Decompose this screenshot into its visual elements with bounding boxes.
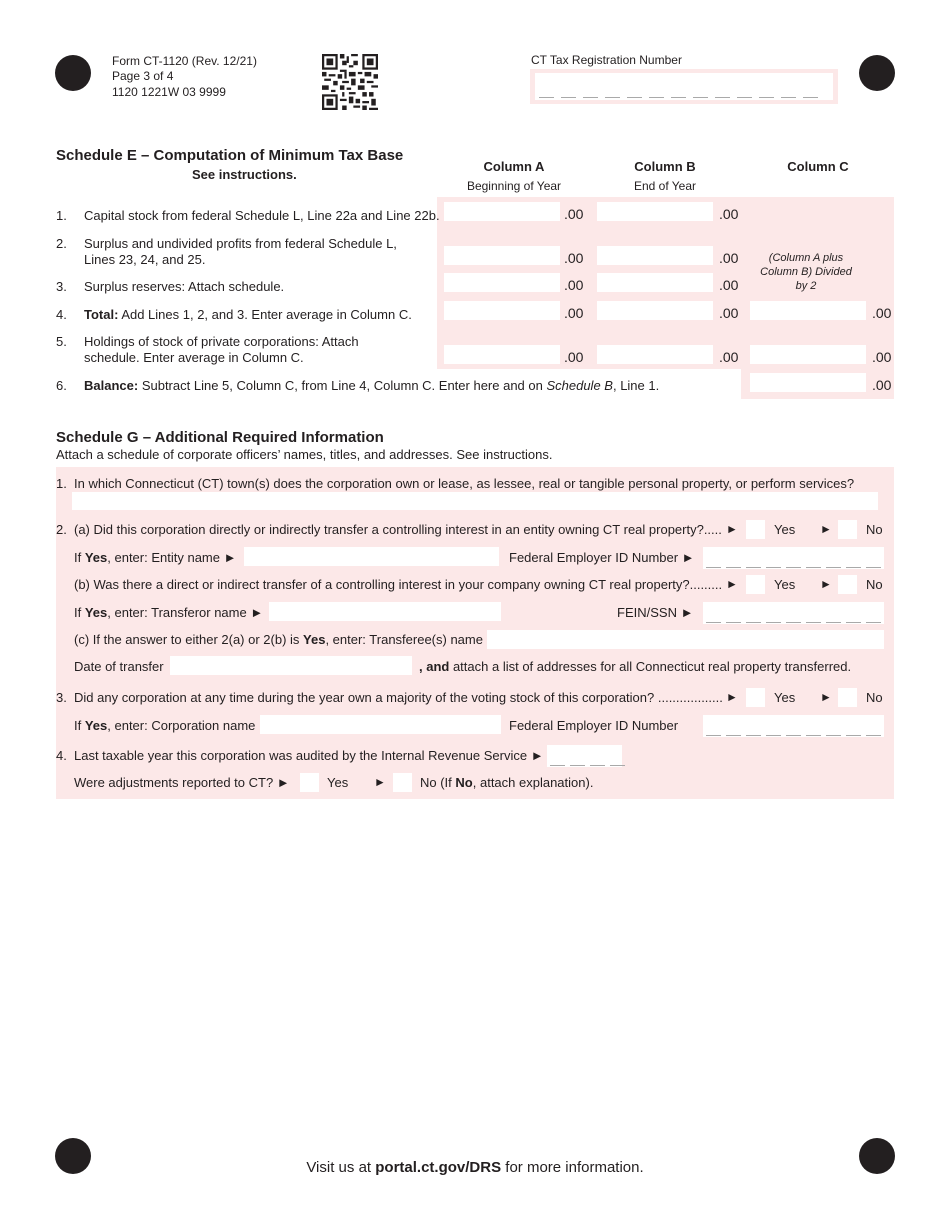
schedule-g-title: Schedule G – Additional Required Information bbox=[56, 429, 384, 446]
line-6-italic: Schedule B bbox=[546, 378, 613, 393]
line-2-column-a-cents: .00 bbox=[564, 250, 584, 266]
line-5-number: 5. bbox=[56, 334, 67, 349]
q3-yes-label: Yes bbox=[774, 690, 796, 705]
line-6-end: , Line 1. bbox=[612, 378, 660, 393]
q2b-if-bold: Yes bbox=[84, 605, 108, 620]
q4b-no-checkbox[interactable] bbox=[393, 773, 412, 792]
q2b-transferor-name-input[interactable] bbox=[269, 602, 501, 621]
registration-number-frame bbox=[530, 69, 838, 104]
line-5-column-a-cents: .00 bbox=[564, 349, 584, 365]
line-2-column-b-cents: .00 bbox=[719, 250, 739, 266]
schedule-e-subtitle: See instructions. bbox=[192, 167, 297, 182]
q2b-yes-arrow: ► bbox=[726, 577, 738, 591]
q1-number: 1. bbox=[56, 476, 67, 491]
line-5-column-b-input[interactable] bbox=[597, 345, 713, 364]
column-a-title: Column A bbox=[483, 159, 545, 174]
q2d-bold: , and bbox=[419, 659, 450, 674]
q4b-yes-label: Yes bbox=[327, 775, 349, 790]
line-3-text: Surplus reserves: Attach schedule. bbox=[84, 279, 285, 294]
q4b-no-pre: No (If bbox=[420, 775, 456, 790]
q2a-if-pre: If bbox=[74, 550, 85, 565]
form-id: Form CT-1120 (Rev. 12/21) bbox=[112, 54, 257, 68]
line-3-column-a-cents: .00 bbox=[564, 277, 584, 293]
q2a-yes-arrow: ► bbox=[726, 522, 738, 536]
line-3-column-a-input[interactable] bbox=[444, 273, 560, 292]
q3-if-post: , enter: Corporation name bbox=[107, 718, 256, 733]
q2c-post: , enter: Transferee(s) name bbox=[325, 632, 483, 647]
q2a-text: (a) Did this corporation directly or indirectly transfer a controlling interest in an entity owning CT real property?..... bbox=[74, 522, 722, 537]
line-4-number: 4. bbox=[56, 307, 67, 322]
q3-yes-arrow: ► bbox=[726, 690, 738, 704]
q4b-no-arrow: ► bbox=[374, 775, 386, 789]
column-b-header bbox=[595, 159, 735, 193]
column-a-subtitle: Beginning of Year bbox=[466, 179, 562, 193]
q3-corporation-name-input[interactable] bbox=[260, 715, 501, 734]
q2a-fein-input[interactable] bbox=[703, 547, 884, 569]
q2c-transferee-name-input[interactable] bbox=[487, 630, 884, 649]
page-number: Page 3 of 4 bbox=[112, 69, 174, 83]
column-c-header bbox=[748, 159, 888, 178]
q4b-no-bold: No bbox=[455, 775, 473, 790]
line-4-bold: Total: bbox=[84, 307, 119, 322]
q2b-no-label: No bbox=[866, 577, 883, 592]
line-4-rest: Add Lines 1, 2, and 3. Enter average in Column C. bbox=[118, 307, 412, 322]
q2c-pre: (c) If the answer to either 2(a) or 2(b) is bbox=[74, 632, 304, 647]
q2d-date-label: Date of transfer bbox=[74, 659, 164, 674]
form-code: 1120 1221W 03 9999 bbox=[112, 85, 226, 99]
q2d-text bbox=[419, 659, 851, 674]
q2a-if-bold: Yes bbox=[84, 550, 108, 565]
footer-post: for more information. bbox=[501, 1159, 644, 1176]
q2-number: 2. bbox=[56, 522, 67, 537]
line-5-column-b-cents: .00 bbox=[719, 349, 739, 365]
line-5-text: Holdings of stock of private corporations: Attach bbox=[84, 334, 359, 349]
line-5-text-cont: schedule. Enter average in Column C. bbox=[84, 350, 304, 365]
q4-number: 4. bbox=[56, 748, 67, 763]
q2b-if-pre: If bbox=[74, 605, 85, 620]
q2c-bold: Yes bbox=[303, 632, 326, 647]
q2a-if-post: , enter: Entity name ► bbox=[107, 550, 237, 565]
schedule-g-subtitle: Attach a schedule of corporate officers’ names, titles, and addresses. See instructions. bbox=[56, 447, 553, 462]
q4b-text: Were adjustments reported to CT? ► bbox=[74, 775, 290, 790]
line-6-column-c-cents: .00 bbox=[872, 377, 892, 393]
q3-no-arrow: ► bbox=[820, 690, 832, 704]
column-c-note: (Column A plus Column B) Divided by 2 bbox=[760, 252, 852, 292]
line-6-column-c-input[interactable] bbox=[750, 373, 866, 392]
footer bbox=[0, 1159, 950, 1176]
line-4-text bbox=[84, 307, 412, 322]
q2b-fein-input[interactable] bbox=[703, 602, 884, 624]
column-a-header bbox=[444, 159, 584, 193]
q3-text: Did any corporation at any time during the year own a majority of the voting stock of this corporation? .................. bbox=[74, 690, 723, 705]
q3-no-checkbox[interactable] bbox=[838, 688, 857, 707]
q3-yes-checkbox[interactable] bbox=[746, 688, 765, 707]
line-1-column-a-cents: .00 bbox=[564, 206, 584, 222]
column-b-subtitle: End of Year bbox=[633, 179, 697, 193]
line-4-column-a-input[interactable] bbox=[444, 301, 560, 320]
registration-mark-top-right bbox=[859, 55, 895, 91]
q3-fein-input[interactable] bbox=[703, 715, 884, 737]
q2a-entity-label bbox=[74, 550, 236, 565]
line-1-column-b-cents: .00 bbox=[719, 206, 739, 222]
q2a-yes-label: Yes bbox=[774, 522, 796, 537]
q4-text: Last taxable year this corporation was audited by the Internal Revenue Service ► bbox=[74, 748, 544, 763]
q3-if-pre: If bbox=[74, 718, 85, 733]
line-4-column-a-cents: .00 bbox=[564, 305, 584, 321]
q3-corp-label bbox=[74, 718, 255, 733]
column-c-title: Column C bbox=[787, 159, 849, 174]
qr-code-icon bbox=[322, 54, 378, 110]
column-b-title: Column B bbox=[634, 159, 696, 174]
q2c-text bbox=[74, 632, 483, 647]
line-2-column-b-input[interactable] bbox=[597, 246, 713, 265]
line-1-number: 1. bbox=[56, 208, 67, 223]
q2b-fein-label: FEIN/SSN ► bbox=[617, 605, 694, 620]
q2a-no-label: No bbox=[866, 522, 883, 537]
q2d-date-input[interactable] bbox=[170, 656, 412, 675]
q2a-fein-label: Federal Employer ID Number ► bbox=[509, 550, 695, 565]
line-6-rest: Subtract Line 5, Column C, from Line 4, Column C. Enter here and on bbox=[138, 378, 547, 393]
line-6-text bbox=[84, 378, 659, 393]
registration-number-label: CT Tax Registration Number bbox=[531, 53, 682, 67]
line-3-column-b-input[interactable] bbox=[597, 273, 713, 292]
q2b-text: (b) Was there a direct or indirect transfer of a controlling interest in your company owning CT real property?......... bbox=[74, 577, 723, 592]
q3-no-label: No bbox=[866, 690, 883, 705]
line-3-number: 3. bbox=[56, 279, 67, 294]
line-3-column-b-cents: .00 bbox=[719, 277, 739, 293]
q1-towns-input[interactable] bbox=[72, 492, 878, 510]
q3-number: 3. bbox=[56, 690, 67, 705]
line-1-column-a-input[interactable] bbox=[444, 202, 560, 221]
q2b-if-post: , enter: Transferor name ► bbox=[107, 605, 264, 620]
line-2-number: 2. bbox=[56, 236, 67, 251]
q4b-no-post: , attach explanation). bbox=[472, 775, 594, 790]
line-5-column-c-input[interactable] bbox=[750, 345, 866, 364]
line-5-column-a-input[interactable] bbox=[444, 345, 560, 364]
q3-fein-label: Federal Employer ID Number bbox=[509, 718, 679, 733]
q4-year-input[interactable] bbox=[547, 745, 622, 767]
line-1-text: Capital stock from federal Schedule L, Line 22a and Line 22b. bbox=[84, 208, 440, 223]
registration-mark-top-left bbox=[55, 55, 91, 91]
q4b-no-label bbox=[420, 775, 593, 790]
line-4-column-c-cents: .00 bbox=[872, 305, 892, 321]
line-4-column-b-input[interactable] bbox=[597, 301, 713, 320]
line-4-column-c-input[interactable] bbox=[750, 301, 866, 320]
line-6-bold: Balance: bbox=[84, 378, 139, 393]
line-1-column-b-input[interactable] bbox=[597, 202, 713, 221]
line-6-number: 6. bbox=[56, 378, 67, 393]
line-4-column-b-cents: .00 bbox=[719, 305, 739, 321]
q2a-entity-name-input[interactable] bbox=[244, 547, 499, 566]
line-2-column-a-input[interactable] bbox=[444, 246, 560, 265]
q2b-transferor-label bbox=[74, 605, 263, 620]
q2b-yes-checkbox[interactable] bbox=[746, 575, 765, 594]
q2b-yes-label: Yes bbox=[774, 577, 796, 592]
q2a-no-checkbox[interactable] bbox=[838, 520, 857, 539]
q2d-post: attach a list of addresses for all Connecticut real property transferred. bbox=[449, 659, 852, 674]
q2a-no-arrow: ► bbox=[820, 522, 832, 536]
line-5-column-c-cents: .00 bbox=[872, 349, 892, 365]
q2b-no-checkbox[interactable] bbox=[838, 575, 857, 594]
schedule-e-title: Schedule E – Computation of Minimum Tax Base bbox=[56, 147, 404, 164]
q2b-no-arrow: ► bbox=[820, 577, 832, 591]
q2a-yes-checkbox[interactable] bbox=[746, 520, 765, 539]
line-2-text-cont: Lines 23, 24, and 25. bbox=[84, 252, 206, 267]
q4b-yes-checkbox[interactable] bbox=[300, 773, 319, 792]
q3-if-bold: Yes bbox=[84, 718, 108, 733]
line-2-text: Surplus and undivided profits from federal Schedule L, bbox=[84, 236, 397, 251]
footer-pre: Visit us at bbox=[306, 1159, 376, 1176]
footer-link[interactable]: portal.ct.gov/DRS bbox=[375, 1159, 502, 1176]
registration-number-input[interactable] bbox=[535, 73, 833, 100]
q1-text: In which Connecticut (CT) town(s) does the corporation own or lease, as lessee, real or tangible personal property, or perform services? bbox=[74, 476, 855, 491]
